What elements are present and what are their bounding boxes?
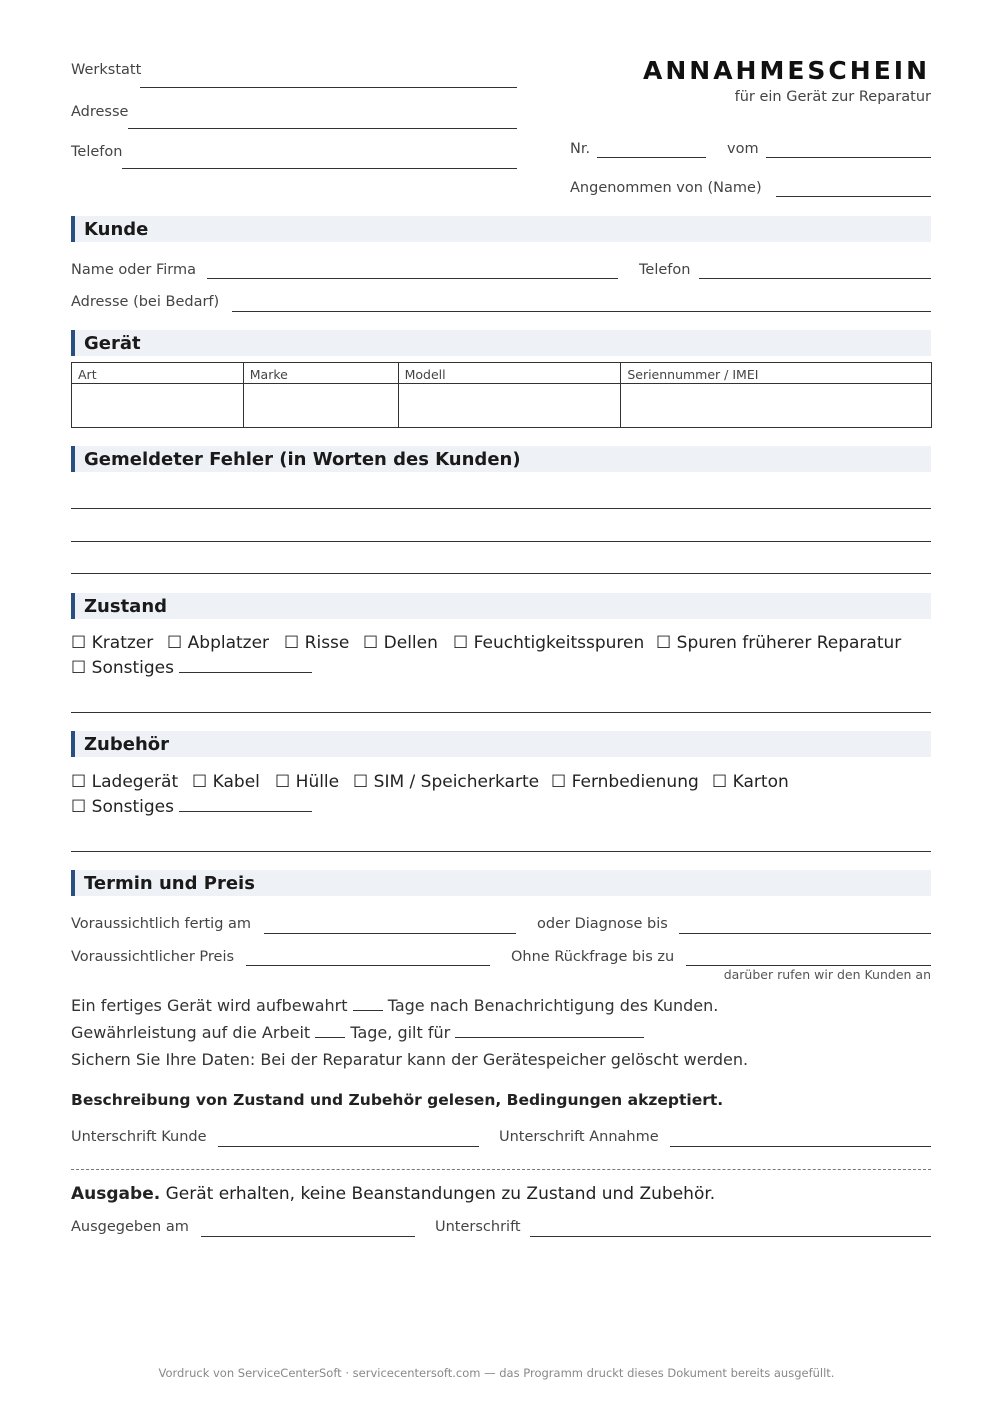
customer-name-label: Name oder Firma xyxy=(71,262,196,278)
fault-heading: Gemeldeter Fehler (in Worten des Kunden) xyxy=(84,449,521,470)
schedule-section-header xyxy=(71,870,931,896)
issued-date-label: Ausgegeben am xyxy=(71,1219,189,1235)
accessory-option-label: SIM / Speicherkarte xyxy=(373,772,540,792)
condition-option-label: Risse xyxy=(304,633,350,653)
no-query-note: darüber rufen wir den Kunden an xyxy=(723,967,931,982)
device-model-cell[interactable] xyxy=(398,384,621,428)
condition-option-scratches[interactable]: ☐ Kratzer xyxy=(71,633,154,653)
storage-days-field[interactable] xyxy=(353,1010,383,1011)
device-col-model: Modell xyxy=(398,363,621,384)
date-label: vom xyxy=(727,141,759,157)
fault-section-header xyxy=(71,446,931,472)
no-query-field[interactable] xyxy=(686,965,931,966)
device-serial-cell[interactable] xyxy=(621,384,932,428)
warranty-terms xyxy=(71,1023,644,1042)
customer-address-label: Adresse (bei Bedarf) xyxy=(71,294,220,310)
handover-text: Gerät erhalten, keine Beanstandungen zu Zustand und Zubehör. xyxy=(165,1184,716,1204)
accessory-option-other[interactable]: ☐ Sonstiges xyxy=(71,797,312,817)
document-title: ANNAHMESCHEIN xyxy=(643,56,930,85)
warranty-terms-mid: Tage, gilt für xyxy=(350,1023,451,1042)
condition-notes-line[interactable] xyxy=(71,712,931,713)
device-col-serial: Seriennummer / IMEI xyxy=(621,363,932,384)
handover-signature-field[interactable] xyxy=(530,1236,931,1237)
workshop-address-label: Adresse xyxy=(71,104,129,120)
acceptance-signature-label: Unterschrift Annahme xyxy=(499,1129,659,1145)
accessory-other-field[interactable] xyxy=(179,811,312,812)
diagnosis-field[interactable] xyxy=(679,933,931,934)
no-query-label: Ohne Rückfrage bis zu xyxy=(511,949,675,965)
workshop-label: Werkstatt xyxy=(71,62,142,78)
number-label: Nr. xyxy=(570,141,591,157)
device-col-type: Art xyxy=(72,363,244,384)
accessory-option-label: Ladegerät xyxy=(91,772,179,792)
customer-phone-field[interactable] xyxy=(699,278,931,279)
storage-terms-pre: Ein fertiges Gerät wird aufbewahrt xyxy=(71,996,348,1015)
warranty-scope-field[interactable] xyxy=(455,1037,644,1038)
condition-option-dents[interactable]: ☐ Dellen xyxy=(363,633,438,653)
storage-terms xyxy=(71,996,718,1015)
workshop-phone-field[interactable] xyxy=(122,168,517,169)
accessory-option-label: Kabel xyxy=(212,772,260,792)
accessory-option-label: Hülle xyxy=(295,772,340,792)
condition-option-cracks[interactable]: ☐ Risse xyxy=(284,633,350,653)
accessory-option-case[interactable]: ☐ Hülle xyxy=(275,772,340,792)
fault-line-2[interactable] xyxy=(71,541,931,542)
accessory-other-label: Sonstiges xyxy=(91,797,174,817)
device-brand-cell[interactable] xyxy=(243,384,398,428)
condition-option-label: Kratzer xyxy=(91,633,154,653)
fault-line-1[interactable] xyxy=(71,508,931,509)
accepted-by-field[interactable] xyxy=(776,196,931,197)
number-field[interactable] xyxy=(597,157,706,158)
warranty-days-field[interactable] xyxy=(315,1037,345,1038)
handover-statement xyxy=(71,1184,715,1204)
document-subtitle: für ein Gerät zur Reparatur xyxy=(734,89,931,105)
condition-option-label: Spuren früherer Reparatur xyxy=(676,633,902,653)
customer-heading: Kunde xyxy=(84,219,149,240)
customer-signature-field[interactable] xyxy=(218,1146,479,1147)
ready-date-label: Voraussichtlich fertig am xyxy=(71,916,252,932)
customer-section-header xyxy=(71,216,931,242)
device-table-header-row xyxy=(72,363,932,384)
cut-line xyxy=(71,1169,931,1170)
condition-section-header xyxy=(71,593,931,619)
workshop-field[interactable] xyxy=(140,87,517,88)
accessory-option-box[interactable]: ☐ Karton xyxy=(712,772,789,792)
accessory-option-cable[interactable]: ☐ Kabel xyxy=(192,772,260,792)
device-section-header xyxy=(71,330,931,356)
price-label: Voraussichtlicher Preis xyxy=(71,949,235,965)
price-field[interactable] xyxy=(246,965,490,966)
ready-date-field[interactable] xyxy=(264,933,516,934)
device-table-row xyxy=(72,384,932,428)
condition-other-field[interactable] xyxy=(179,672,312,673)
condition-other-label: Sonstiges xyxy=(91,658,174,678)
warranty-terms-pre: Gewährleistung auf die Arbeit xyxy=(71,1023,311,1042)
device-type-cell[interactable] xyxy=(72,384,244,428)
acceptance-statement: Beschreibung von Zustand und Zubehör gelesen, Bedingungen akzeptiert. xyxy=(71,1091,724,1109)
handover-bold: Ausgabe. xyxy=(71,1184,161,1204)
footer-note: Vordruck von ServiceCenterSoft · servicecentersoft.com — das Programm druckt dieses Dokument bereits ausgefüllt. xyxy=(158,1366,835,1380)
customer-name-field[interactable] xyxy=(207,278,618,279)
fault-line-3[interactable] xyxy=(71,573,931,574)
workshop-phone-label: Telefon xyxy=(71,144,123,160)
device-table xyxy=(71,362,932,428)
accepted-by-label: Angenommen von (Name) xyxy=(570,180,762,196)
customer-phone-label: Telefon xyxy=(639,262,691,278)
condition-option-prior-repair[interactable]: ☐ Spuren früherer Reparatur xyxy=(656,633,902,653)
handover-signature-label: Unterschrift xyxy=(435,1219,521,1235)
customer-signature-label: Unterschrift Kunde xyxy=(71,1129,207,1145)
customer-address-field[interactable] xyxy=(232,311,931,312)
device-heading: Gerät xyxy=(84,333,141,354)
accessories-notes-line[interactable] xyxy=(71,851,931,852)
workshop-address-field[interactable] xyxy=(128,128,517,129)
device-col-brand: Marke xyxy=(243,363,398,384)
diagnosis-label: oder Diagnose bis xyxy=(537,916,668,932)
condition-option-moisture[interactable]: ☐ Feuchtigkeitsspuren xyxy=(453,633,645,653)
accessory-option-charger[interactable]: ☐ Ladegerät xyxy=(71,772,179,792)
condition-option-other[interactable]: ☐ Sonstiges xyxy=(71,658,312,678)
accessory-option-remote[interactable]: ☐ Fernbedienung xyxy=(551,772,699,792)
accessory-option-sim[interactable]: ☐ SIM / Speicherkarte xyxy=(353,772,540,792)
condition-option-label: Abplatzer xyxy=(187,633,270,653)
issued-date-field[interactable] xyxy=(201,1236,415,1237)
condition-option-label: Feuchtigkeitsspuren xyxy=(473,633,645,653)
condition-option-chips[interactable]: ☐ Abplatzer xyxy=(167,633,270,653)
storage-terms-post: Tage nach Benachrichtigung des Kunden. xyxy=(387,996,719,1015)
accessory-option-label: Karton xyxy=(732,772,789,792)
accessories-section-header xyxy=(71,731,931,757)
data-notice: Sichern Sie Ihre Daten: Bei der Reparatur kann der Gerätespeicher gelöscht werden. xyxy=(71,1050,749,1069)
schedule-heading: Termin und Preis xyxy=(84,873,255,894)
condition-heading: Zustand xyxy=(84,596,168,617)
condition-option-label: Dellen xyxy=(383,633,438,653)
accessories-heading: Zubehör xyxy=(84,734,170,755)
accessory-option-label: Fernbedienung xyxy=(571,772,699,792)
date-field[interactable] xyxy=(766,157,931,158)
acceptance-signature-field[interactable] xyxy=(670,1146,931,1147)
